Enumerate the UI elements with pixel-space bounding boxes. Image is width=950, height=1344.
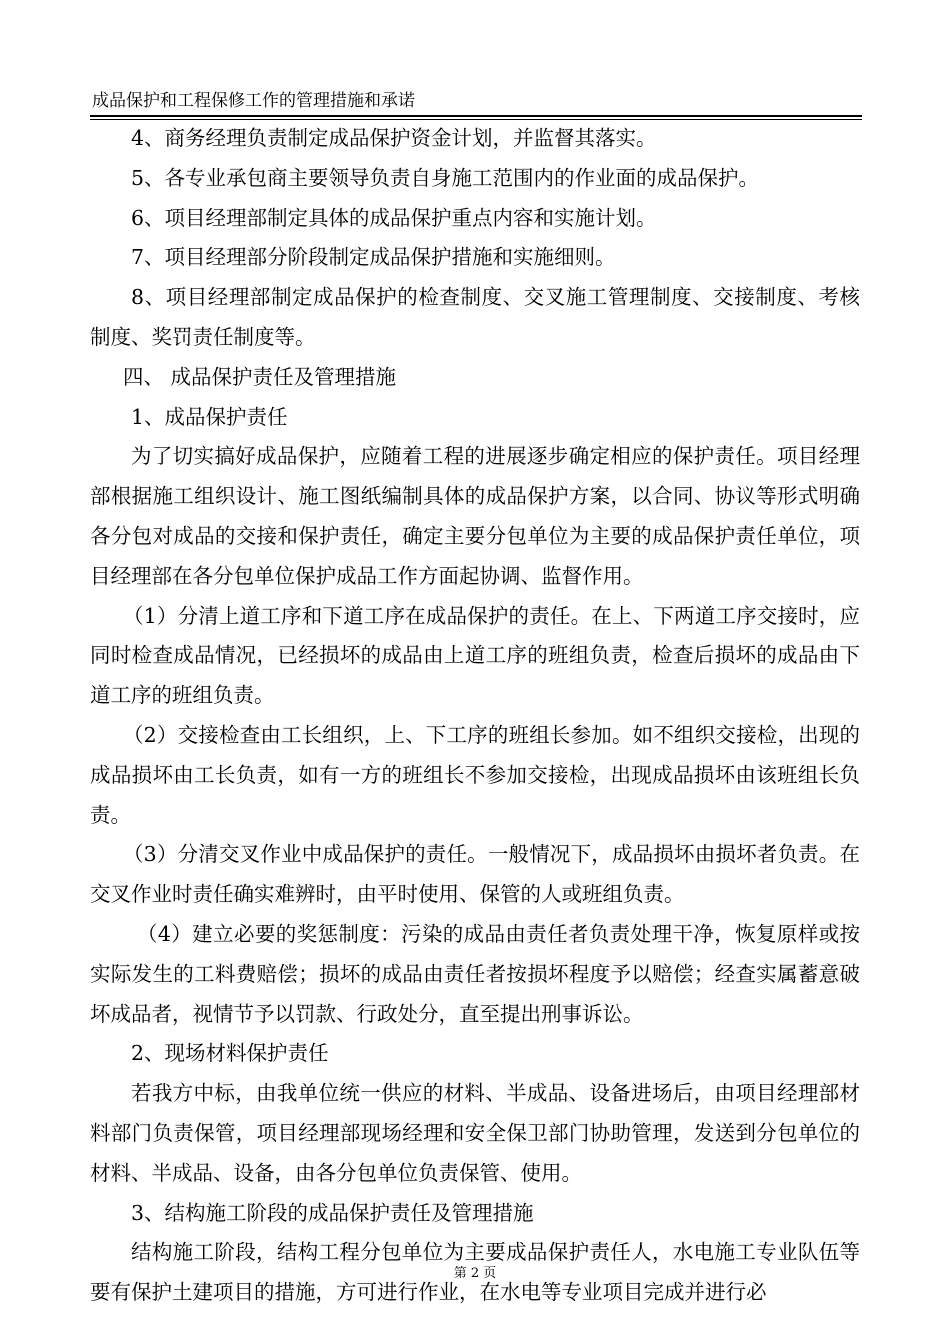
paragraph-clause-1: （1）分清上道工序和下道工序在成品保护的责任。在上、下两道工序交接时，应同时检查成品情况，已经损坏的成品由上道工序的班组负责，检查后损坏的成品由下道工序的班组负责。 [90, 603, 860, 708]
subheading-2: 2、现场材料保护责任 [131, 1041, 329, 1066]
paragraph-item-8: 8、项目经理部制定成品保护的检查制度、交叉施工管理制度、交接制度、考核制度、奖罚责任制度等。 [90, 285, 860, 349]
subheading-3: 3、结构施工阶段的成品保护责任及管理措施 [131, 1200, 534, 1225]
paragraph-item-4: 4、商务经理负责制定成品保护资金计划，并监督其落实。 [131, 126, 657, 150]
paragraph-structure: 结构施工阶段，结构工程分包单位为主要成品保护责任人，水电施工专业队伍等要有保护土建项目的措施，方可进行作业，在水电等专业项目完成并进行必 [90, 1240, 860, 1305]
paragraph-item-7: 7、项目经理部分阶段制定成品保护措施和实施细则。 [131, 245, 616, 270]
paragraph-clause-4: （4）建立必要的奖惩制度：污染的成品由责任者负责处理干净，恢复原样或按实际发生的工料费赔偿；损坏的成品由责任者按损坏程度予以赔偿；经查实属蓄意破坏成品者，视情节予以罚款、行政处分，直至提出刑事诉讼。 [90, 921, 860, 1026]
subheading-1: 1、成品保护责任 [131, 404, 288, 429]
page-header: 成品保护和工程保修工作的管理措施和承诺 [92, 91, 415, 111]
paragraph-materials: 若我方中标，由我单位统一供应的材料、半成品、设备进场后，由项目经理部材料部门负责保管，项目经理部现场经理和安全保卫部门协助管理，发送到分包单位的材料、半成品、设备，由各分包单位负责保管、使用。 [90, 1081, 860, 1185]
document-body [90, 119, 860, 1313]
paragraph-item-6: 6、项目经理部制定具体的成品保护重点内容和实施计划。 [131, 205, 657, 230]
page-number: 第 2 页 [453, 1266, 497, 1281]
section-heading-4: 四、 成品保护责任及管理措施 [123, 364, 397, 389]
paragraph-intro: 为了切实搞好成品保护，应随着工程的进展逐步确定相应的保护责任。项目经理部根据施工组织设计、施工图纸编制具体的成品保护方案，以合同、协议等形式明确各分包对成品的交接和保护责任，确定主要分包单位为主要的成品保护责任单位，项目经理部在各分包单位保护成品工作方面起协调、监督作用。 [90, 444, 860, 588]
header-rule-thick [90, 115, 862, 117]
paragraph-item-5: 5、各专业承包商主要领导负责自身施工范围内的作业面的成品保护。 [131, 165, 760, 190]
paragraph-clause-3: （3）分清交叉作业中成品保护的责任。一般情况下，成品损坏由损坏者负责。在交叉作业时责任确实难辨时，由平时使用、保管的人或班组负责。 [90, 842, 860, 907]
paragraph-clause-2: （2）交接检查由工长组织，上、下工序的班组长参加。如不组织交接检，出现的成品损坏由工长负责，如有一方的班组长不参加交接检，出现成品损坏由该班组长负责。 [90, 722, 860, 827]
